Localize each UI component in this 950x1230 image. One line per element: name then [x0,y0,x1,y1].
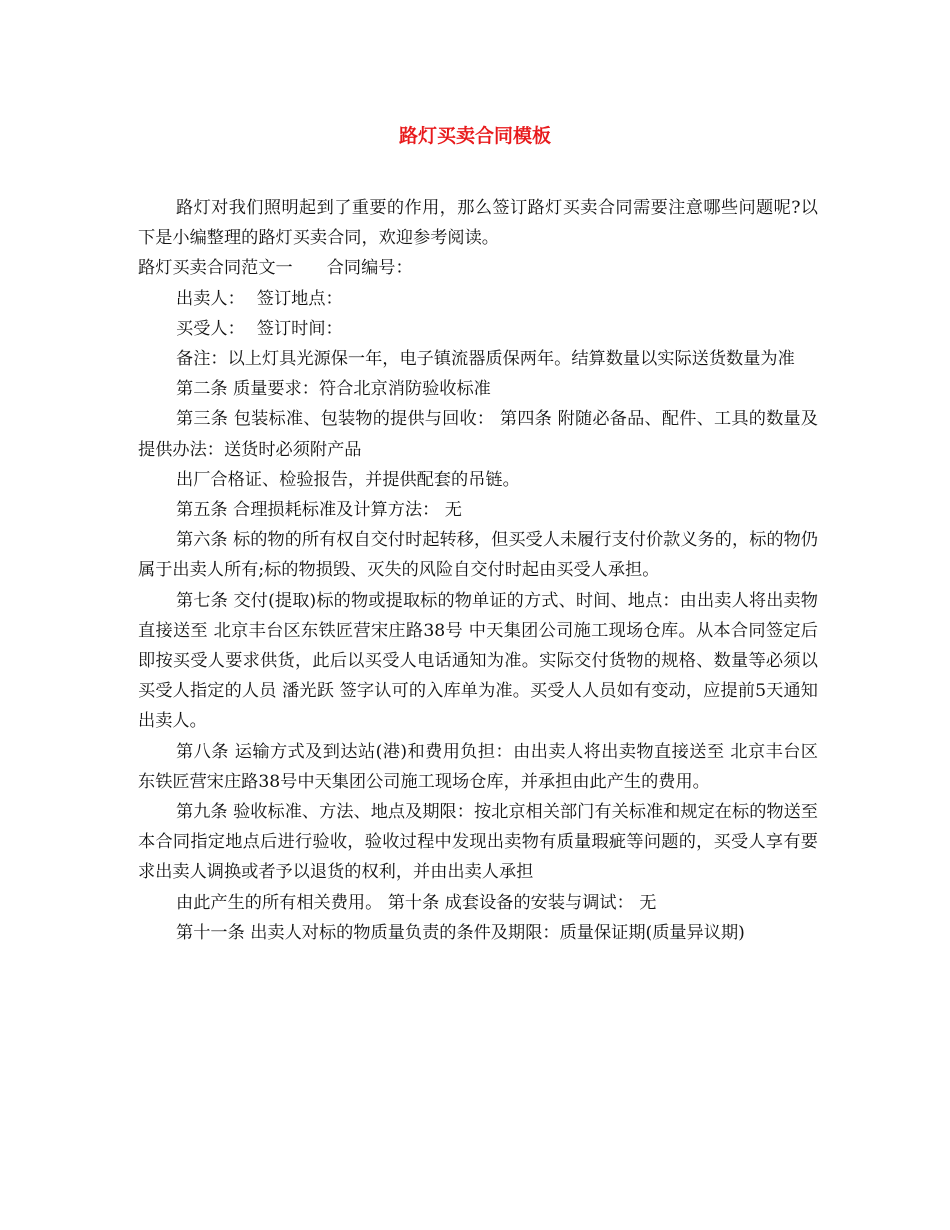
document-title: 路灯买卖合同模板 [398,125,551,147]
seller-label: 出卖人： [176,288,245,309]
signing-time-label: 签订时间： [256,318,343,339]
buyer-line [138,314,818,344]
contract-number-label: 合同编号： [326,258,413,279]
clause-paragraph: 第八条 运输方式及到达站(港)和费用负担：由出卖人将出卖物直接送至 北京丰台区东铁匠营宋庄路38号中天集团公司施工现场仓库，并承担由此产生的费用。 [138,741,818,792]
intro-paragraph: 路灯对我们照明起到了重要的作用，那么签订路灯买卖合同需要注意哪些问题呢?以下是小编整理的路灯买卖合同，欢迎参考阅读。 [138,198,818,249]
buyer-label: 买受人： [176,318,245,339]
clause-paragraph: 备注：以上灯具光源保一年，电子镇流器质保两年。结算数量以实际送货数量为准 [176,349,795,370]
clause-paragraph: 出厂合格证、检验报告，并提供配套的吊链。 [176,469,520,490]
sample-heading-line [138,253,818,283]
clause-paragraph: 第二条 质量要求：符合北京消防验收标准 [176,379,491,400]
seller-line [138,284,818,314]
clause-paragraph: 由此产生的所有相关费用。 第十条 成套设备的安装与调试： 无 [176,892,657,913]
clause-paragraph: 第六条 标的物的所有权自交付时起转移，但买受人未履行支付价款义务的，标的物仍属于出卖人所有;标的物损毁、灭失的风险自交付时起由买受人承担。 [138,530,818,581]
clause-paragraph: 第十一条 出卖人对标的物质量负责的条件及期限：质量保证期(质量异议期) [176,922,745,943]
clause-paragraph: 第五条 合理损耗标准及计算方法： 无 [176,500,462,521]
clause-paragraph: 第九条 验收标准、方法、地点及期限：按北京相关部门有关标准和规定在标的物送至本合同指定地点后进行验收，验收过程中发现出卖物有质量瑕疵等问题的，买受人享有要求出卖人调换或者予以退货的权利，并由出卖人承担 [138,802,818,883]
clause-paragraph: 第三条 包装标准、包装物的提供与回收： 第四条 附随必备品、配件、工具的数量及提供办法：送货时必须附产品 [138,409,818,460]
signing-place-label: 签订地点： [256,288,343,309]
document-body [138,193,818,948]
sample-title: 路灯买卖合同范文一 [138,258,293,279]
clause-paragraph: 第七条 交付(提取)标的物或提取标的物单证的方式、时间、地点：由出卖人将出卖物直接送至 北京丰台区东铁匠营宋庄路38号 中天集团公司施工现场仓库。从本合同签定后即按买受人要求供货，此后以买受人电话通知为准。实际交付货物的规格、数量等必须以买受人指定的人员 潘光跃 签字认可的入库单为准。买受人人员如有变动，应提前5天通知出卖人。 [138,590,818,732]
